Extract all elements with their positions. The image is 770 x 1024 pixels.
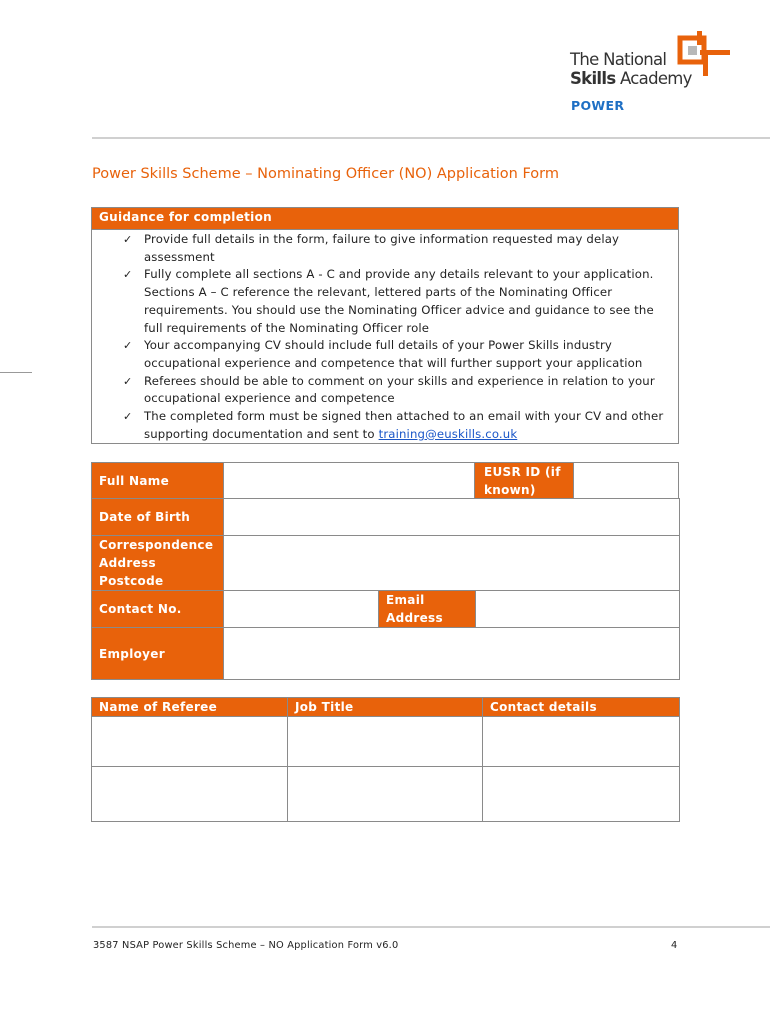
full-name-label: Full Name	[92, 463, 224, 499]
employer-label: Employer	[92, 628, 224, 680]
contact-details-header: Contact details	[483, 698, 680, 717]
guidance-list	[120, 231, 672, 443]
referee-1-name-field[interactable]	[92, 717, 288, 767]
referees-table	[91, 697, 680, 822]
referee-2-job-title-field[interactable]	[288, 767, 483, 822]
referee-2-contact-field[interactable]	[483, 767, 680, 822]
referee-1-job-title-field[interactable]	[288, 717, 483, 767]
header-rule	[92, 137, 770, 139]
logo-wordmark	[570, 50, 692, 88]
footer-rule	[92, 926, 770, 928]
referee-name-header: Name of Referee	[92, 698, 288, 717]
footer-text: 3587 NSAP Power Skills Scheme – NO Application Form v6.0	[93, 940, 399, 951]
correspondence-address-field[interactable]	[224, 536, 680, 591]
guidance-item: ✓ Referees should be able to comment on your skills and experience in relation to your occupational experience and competence	[123, 373, 655, 406]
date-of-birth-field[interactable]	[224, 499, 680, 536]
guidance-item: ✓ Fully complete all sections A - C and provide any details relevant to your application. Sections A – C reference the relevant, lettered parts of the Nominating Officer requirements. You should use the Nominating Officer advice and guidance to see the full requirements of the Nominating Officer role	[123, 267, 654, 335]
logo	[570, 30, 735, 120]
contact-no-field[interactable]	[224, 591, 379, 628]
guidance-item: ✓ Provide full details in the form, failure to give information requested may delay assessment	[123, 232, 620, 264]
guidance-heading: Guidance for completion	[92, 208, 679, 230]
checkmark-icon: ✓	[123, 233, 133, 246]
email-address-label: Email Address	[379, 591, 476, 628]
logo-sub: POWER	[571, 98, 625, 113]
email-address-field[interactable]	[476, 591, 680, 628]
logo-line-2: Skills Academy	[570, 69, 692, 88]
employer-field[interactable]	[224, 628, 680, 680]
checkmark-icon: ✓	[123, 410, 133, 424]
referee-1-contact-field[interactable]	[483, 717, 680, 767]
job-title-header: Job Title	[288, 698, 483, 717]
eusr-id-field[interactable]	[573, 462, 679, 499]
document-title: Power Skills Scheme – Nominating Officer (NO) Application Form	[92, 166, 559, 182]
date-of-birth-label: Date of Birth	[92, 499, 224, 536]
referee-2-name-field[interactable]	[92, 767, 288, 822]
page-number: 4	[671, 940, 678, 951]
guidance-body	[92, 230, 679, 444]
guidance-item: ✓ Your accompanying CV should include full details of your Power Skills industry occupational experience and competence that will further support your application	[123, 338, 643, 370]
guidance-item: ✓ The completed form must be signed then attached to an email with your CV and other supporting documentation and sent to training@euskills.co.uk	[123, 409, 664, 441]
correspondence-address-label: Correspondence Address Postcode	[92, 536, 224, 591]
checkmark-icon: ✓	[123, 268, 133, 282]
margin-mark	[0, 372, 32, 373]
contact-no-label: Contact No.	[92, 591, 224, 628]
checkmark-icon: ✓	[123, 339, 133, 353]
checkmark-icon: ✓	[123, 374, 133, 388]
eusr-id-label-cell	[474, 462, 574, 499]
guidance-table	[91, 207, 679, 444]
eusr-id-label-text: EUSR ID (if known)	[484, 465, 561, 497]
email-link[interactable]: training@euskills.co.uk	[378, 426, 518, 441]
logo-line-1: The National	[570, 50, 667, 69]
